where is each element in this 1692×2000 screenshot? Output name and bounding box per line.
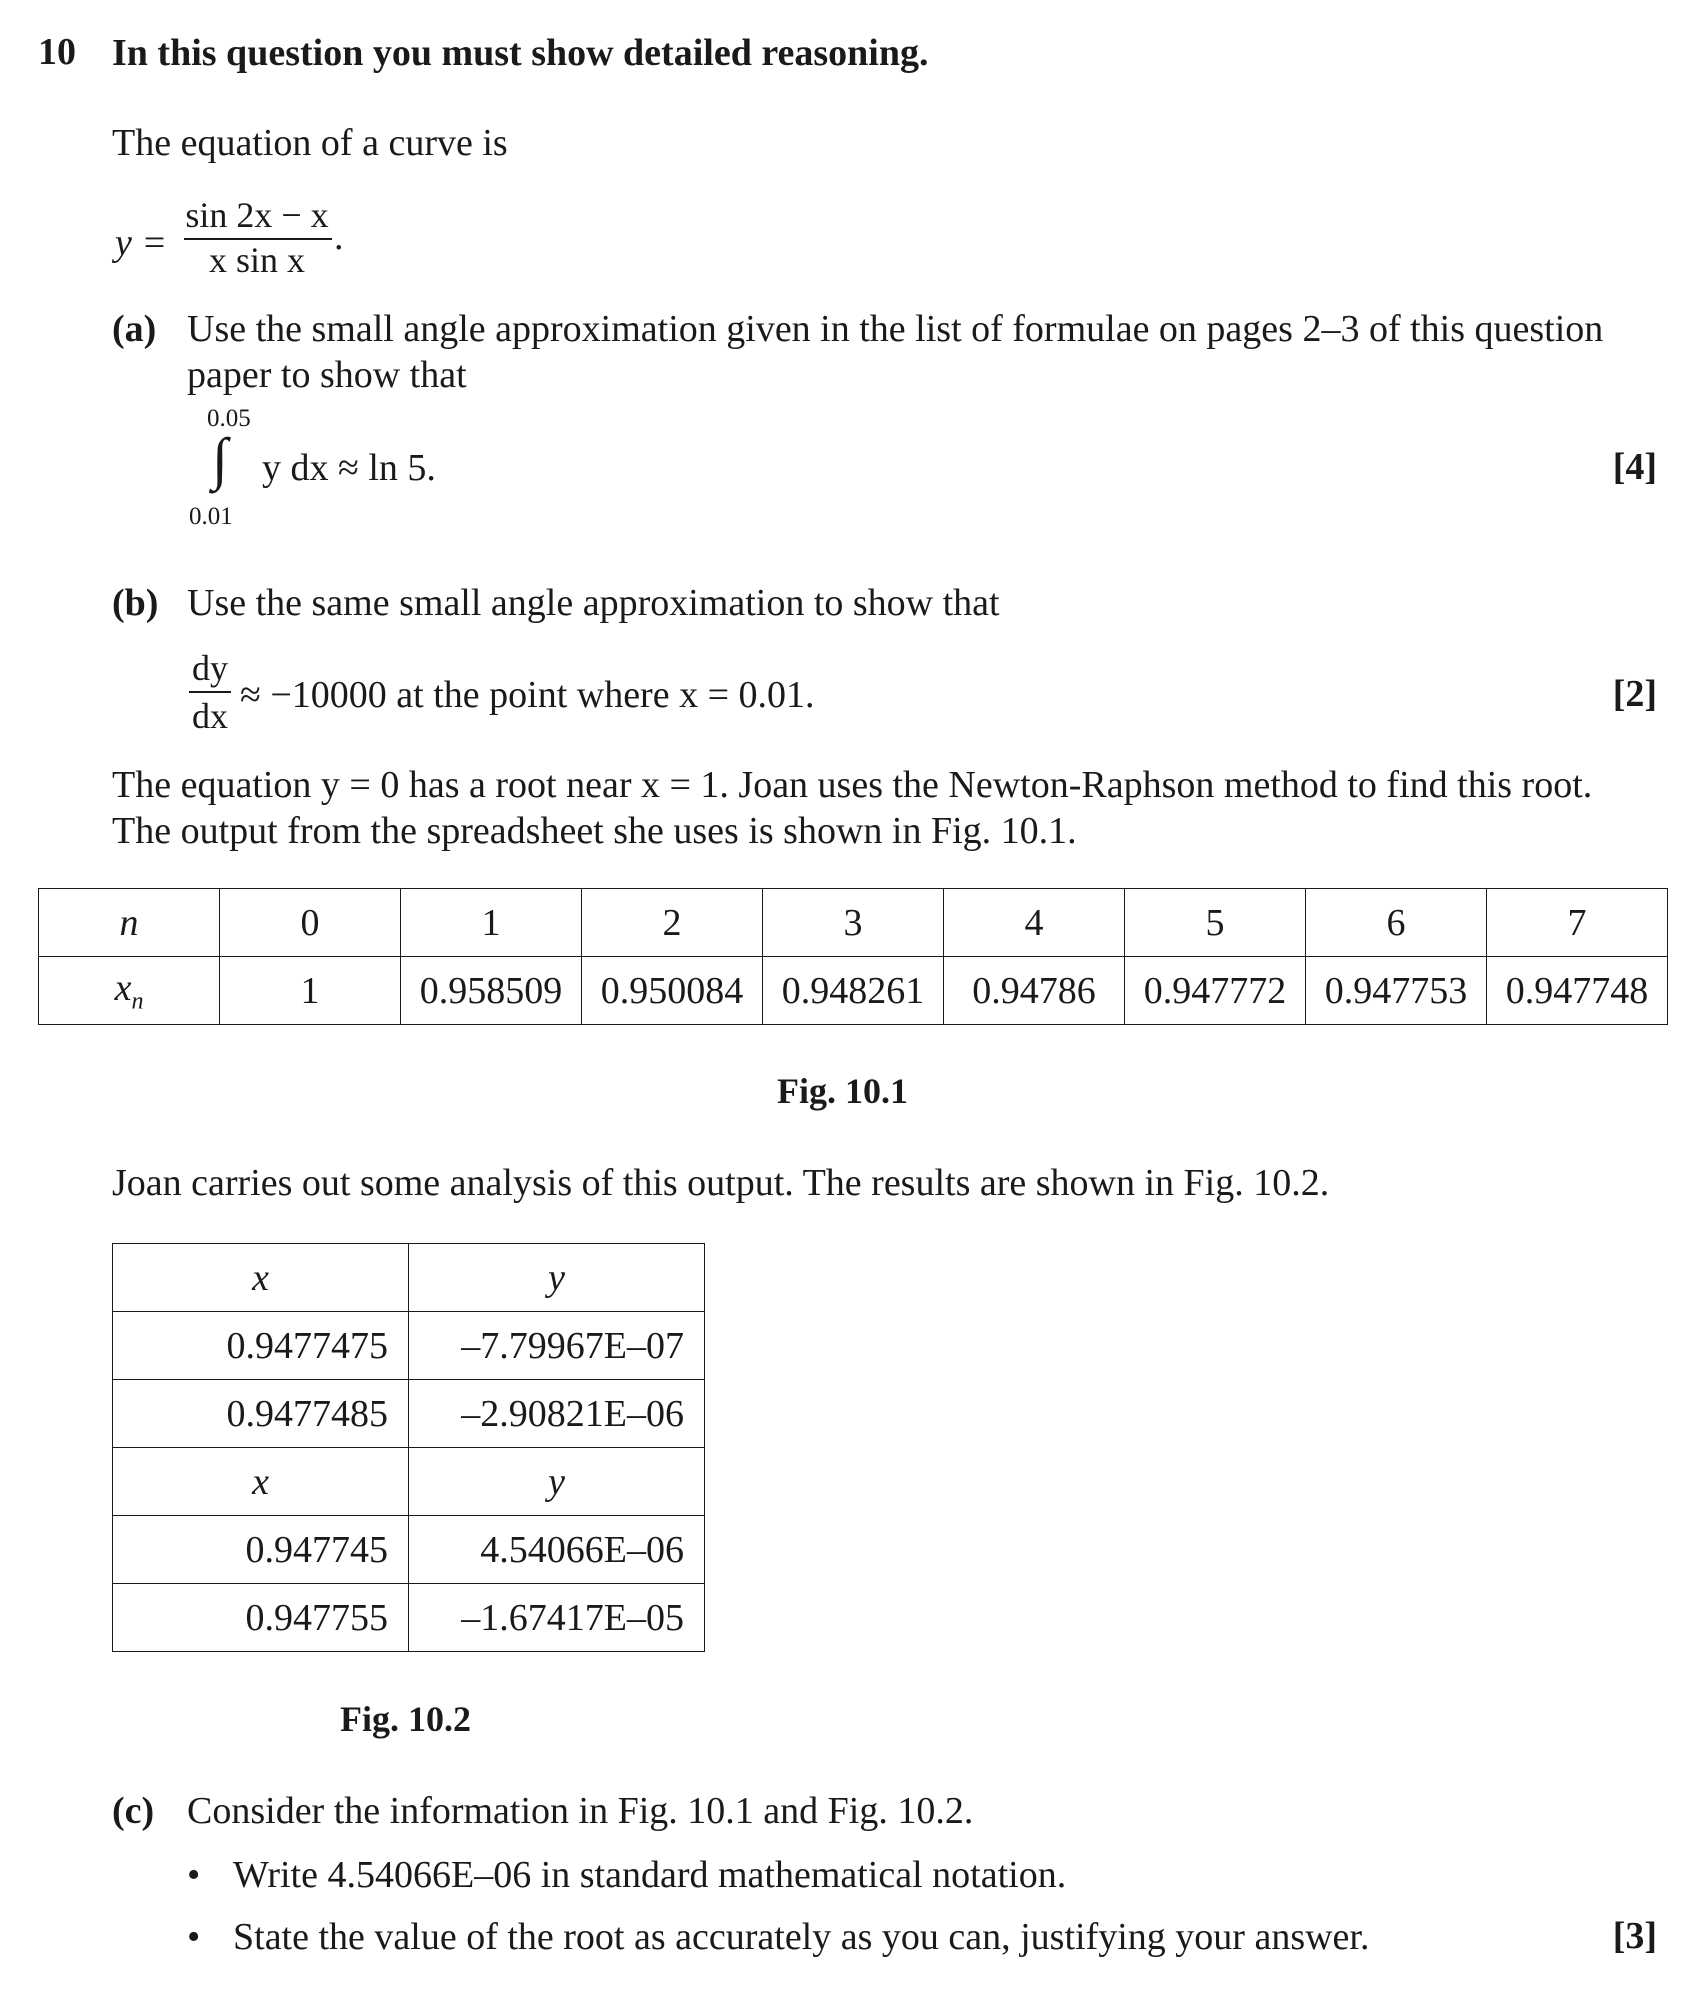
xn-base: x <box>114 966 132 1009</box>
equation-lhs: y = <box>115 222 168 264</box>
x-cell: 1 <box>220 957 401 1025</box>
derivative-fraction-bar <box>189 691 231 693</box>
n-cell: 0 <box>220 889 401 957</box>
x-cell: 0.947753 <box>1306 957 1487 1025</box>
n-cell: 2 <box>582 889 763 957</box>
equation-denominator: x sin x <box>208 240 305 280</box>
n-cell: 1 <box>401 889 582 957</box>
newton-text-line2: The output from the spreadsheet she uses is shown in Fig. 10.1. <box>112 810 1077 852</box>
part-b-marks: [2] <box>1612 673 1657 715</box>
row-label-xn <box>39 957 220 1025</box>
question-instruction: In this question you must show detailed reasoning. <box>112 32 929 74</box>
bullet-icon: • <box>187 1916 201 1958</box>
newton-text-line1: The equation y = 0 has a root near x = 1. Joan uses the Newton-Raphson method to find this root. <box>112 764 1593 806</box>
x-cell: 0.947772 <box>1125 957 1306 1025</box>
y-value: –1.67417E–05 <box>409 1584 705 1652</box>
part-a-marks: [4] <box>1612 446 1657 488</box>
n-cell: 7 <box>1487 889 1668 957</box>
header-y: y <box>409 1244 705 1312</box>
derivative-numerator: dy <box>192 648 228 688</box>
part-a-text-line1: Use the small angle approximation given in the list of formulae on pages 2–3 of this question <box>187 308 1604 350</box>
header-x: x <box>113 1448 409 1516</box>
n-cell: 6 <box>1306 889 1487 957</box>
table-row <box>113 1380 705 1448</box>
n-cell: 5 <box>1125 889 1306 957</box>
part-b-text: Use the same small angle approximation to show that <box>187 582 1000 624</box>
integral-upper-limit: 0.05 <box>207 405 251 432</box>
part-c-text: Consider the information in Fig. 10.1 and Fig. 10.2. <box>187 1790 974 1832</box>
y-value: 4.54066E–06 <box>409 1516 705 1584</box>
x-cell: 0.948261 <box>763 957 944 1025</box>
table-row <box>39 889 1668 957</box>
table-row <box>113 1312 705 1380</box>
x-value: 0.9477485 <box>113 1380 409 1448</box>
fig-10-1-caption: Fig. 10.1 <box>777 1071 908 1111</box>
part-c-label: (c) <box>112 1790 155 1832</box>
fig-10-1-table <box>38 888 1668 1025</box>
x-cell: 0.947748 <box>1487 957 1668 1025</box>
integral-sign: ∫ <box>212 426 228 491</box>
header-x: x <box>113 1244 409 1312</box>
table-row <box>113 1516 705 1584</box>
integral-body: y dx ≈ ln 5. <box>262 447 436 489</box>
curve-intro: The equation of a curve is <box>112 122 508 164</box>
analysis-text: Joan carries out some analysis of this output. The results are shown in Fig. 10.2. <box>112 1162 1330 1204</box>
n-cell: 4 <box>944 889 1125 957</box>
integral-lower-limit: 0.01 <box>189 503 233 530</box>
table-row <box>39 957 1668 1025</box>
part-b-rest: ≈ −10000 at the point where x = 0.01. <box>240 674 815 716</box>
bullet-icon: • <box>187 1854 201 1896</box>
xn-subscript: n <box>131 988 144 1015</box>
y-value: –2.90821E–06 <box>409 1380 705 1448</box>
part-c-marks: [3] <box>1612 1915 1657 1957</box>
table-row <box>113 1244 705 1312</box>
table-row <box>113 1448 705 1516</box>
header-y: y <box>409 1448 705 1516</box>
part-a-text-line2: paper to show that <box>187 354 467 396</box>
row-label-n: n <box>39 889 220 957</box>
fig-10-2-table <box>112 1243 705 1652</box>
table-row <box>113 1584 705 1652</box>
equation-end: . <box>334 216 344 258</box>
part-a-label: (a) <box>112 308 157 350</box>
y-value: –7.79967E–07 <box>409 1312 705 1380</box>
question-number: 10 <box>38 31 76 73</box>
x-cell: 0.950084 <box>582 957 763 1025</box>
part-c-bullet-2: State the value of the root as accurately as you can, justifying your answer. <box>233 1916 1370 1958</box>
n-cell: 3 <box>763 889 944 957</box>
equation-numerator: sin 2x − x <box>185 195 329 235</box>
part-c-bullet-1: Write 4.54066E–06 in standard mathematical notation. <box>233 1854 1067 1896</box>
fig-10-2-caption: Fig. 10.2 <box>340 1699 471 1739</box>
x-value: 0.9477475 <box>113 1312 409 1380</box>
derivative-denominator: dx <box>192 696 228 736</box>
x-value: 0.947755 <box>113 1584 409 1652</box>
x-cell: 0.94786 <box>944 957 1125 1025</box>
part-b-label: (b) <box>112 582 159 624</box>
x-cell: 0.958509 <box>401 957 582 1025</box>
x-value: 0.947745 <box>113 1516 409 1584</box>
